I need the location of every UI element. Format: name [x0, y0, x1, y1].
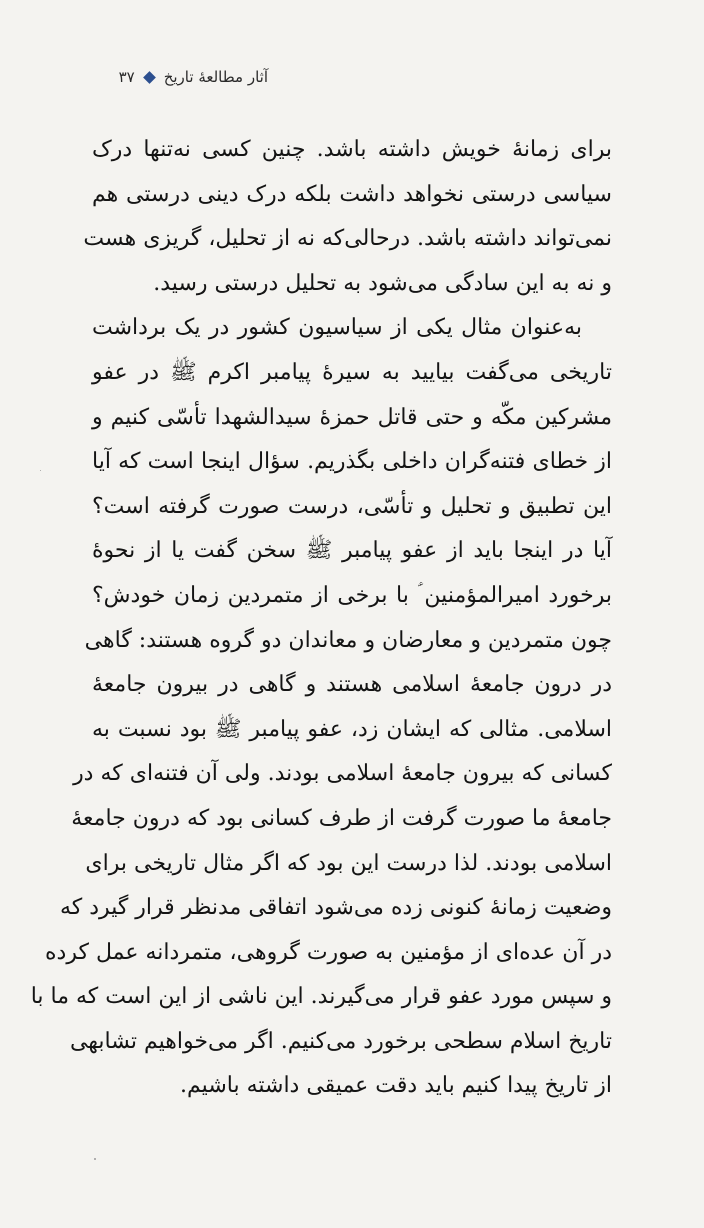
text-line: از خطای فتنه‌گران داخلی بگذریم. سؤال اینجا است که آیا: [92, 449, 612, 475]
text-line: از تاریخ پیدا کنیم باید دقت عمیقی داشته باشیم.: [180, 1073, 612, 1099]
text-line: جامعهٔ ما صورت گرفت از طرف کسانی بود که درون جامعهٔ: [71, 805, 612, 831]
running-header: [119, 68, 268, 86]
text-line: وضعیت زمانهٔ کنونی زده می‌شود اتفاقی مدنظر قرار گیرد که: [60, 895, 612, 921]
text-line: مشرکین مکّه و حتی قاتل حمزهٔ سیدالشهدا تأسّی کنیم و: [92, 404, 612, 430]
text-line: به‌عنوان مثال یکی از سیاسیون کشور در یک برداشت: [92, 315, 582, 341]
text-line: آیا در اینجا باید از عفو پیامبر ﷺ سخن گفت یا از نحوهٔ: [92, 538, 612, 564]
text-line: اسلامی. مثالی که ایشان زد، عفو پیامبر ﷺ بود نسبت به: [92, 716, 612, 742]
body-text: [30, 128, 612, 1109]
text-line: سیاسی درستی نخواهد داشت بلکه درک دینی درستی هم: [92, 181, 612, 207]
text-line: برای زمانهٔ خویش داشته باشد. چنین کسی نه‌تنها درک: [92, 137, 612, 162]
text-line: و نه به این سادگی می‌شود به تحلیل درستی رسید.: [153, 270, 612, 296]
diamond-bullet-icon: [143, 71, 156, 84]
page-number: ۳۷: [118, 68, 135, 86]
text-line: اسلامی بودند. لذا درست این بود که اگر مثال تاریخی برای: [85, 850, 612, 876]
text-line: تاریخی می‌گفت بیایید به سیرهٔ پیامبر اکرم ﷺ در عفو: [92, 359, 612, 385]
book-title: آثار مطالعهٔ تاریخ: [163, 68, 268, 86]
paper-speck: [40, 470, 41, 471]
text-line: نمی‌تواند داشته باشد. درحالی‌که نه از تحلیل، گریزی هست: [83, 226, 612, 252]
text-line: تاریخ اسلام سطحی برخورد می‌کنیم. اگر می‌خواهیم تشابهی: [69, 1028, 612, 1054]
text-line: در آن عده‌ای از مؤمنین به صورت گروهی، متمردانه عمل کرده: [45, 939, 612, 965]
text-line: برخورد امیرالمؤمنین ؑ با برخی از متمردین زمان خودش؟: [92, 582, 612, 608]
paper-speck: [94, 1158, 96, 1160]
text-line: کسانی که بیرون جامعهٔ اسلامی بودند. ولی آن فتنه‌ای که در: [73, 761, 612, 787]
text-line: چون متمردین و معارضان و معاندان دو گروه هستند: گاهی: [84, 627, 612, 653]
text-line: این تطبیق و تحلیل و تأسّی، درست صورت گرفته است؟: [92, 493, 612, 519]
text-line: و سپس مورد عفو قرار می‌گیرند. این ناشی از این است که ما با: [30, 984, 612, 1010]
text-line: در درون جامعهٔ اسلامی هستند و گاهی در بیرون جامعهٔ: [92, 672, 612, 698]
